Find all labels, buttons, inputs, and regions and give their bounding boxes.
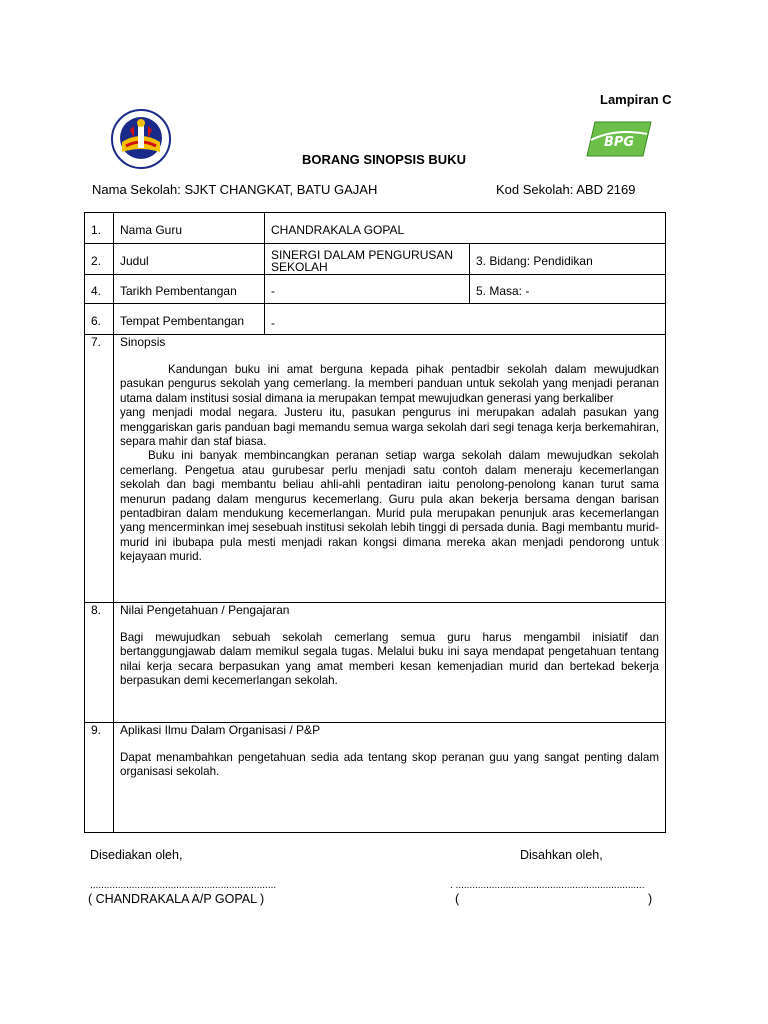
- aplikasi-label: Aplikasi Ilmu Dalam Organisasi / P&P: [120, 723, 321, 737]
- row-nilai: [85, 603, 666, 723]
- row-label: Tempat Pembentangan: [114, 304, 265, 335]
- aplikasi-text: Dapat menambahkan pengetahuan sedia ada tentang skop peranan guu yang sangat penting dalam organisasi sekolah.: [120, 751, 659, 779]
- row-label: Tarikh Pembentangan: [114, 275, 265, 304]
- approver-bracket-open: (: [455, 892, 460, 906]
- row-label: Judul: [114, 244, 265, 275]
- row-number: 1.: [85, 213, 114, 244]
- signature-line-right: . ....................................................................: [450, 880, 645, 891]
- row-number: 2.: [85, 244, 114, 275]
- nilai-text: Bagi mewujudkan sebuah sekolah cemerlang semua guru harus mengambil inisiatif dan bertanggungjawab dalam memikul segala tugas. Melalui buku ini saya mendapat pengetahuan tentang nilai kerja secara berpasukan yang amat memberi kesan kemenjadian murid dan bertekad bekerja berpasukan demi kecemerlangan sekolah.: [120, 631, 659, 688]
- form-title: BORANG SINOPSIS BUKU: [302, 152, 466, 167]
- row-judul: [85, 244, 666, 275]
- row-number: 6.: [85, 304, 114, 335]
- sinopsis-paragraph-1: Kandungan buku ini amat berguna kepada pihak pentadbir sekolah dalam mewujudkan pasukan pengurus sekolah yang cemerlang. Ia memberi panduan untuk sekolah yang menjadi peranan utama dalam institusi sosial dimana ia merupakan tempat mewujudkan generasi yang berkaliber: [120, 363, 659, 405]
- aplikasi-cell: [114, 723, 666, 833]
- sinopsis-paragraph-3: Buku ini banyak membincangkan peranan setiap warga sekolah dalam mewujudkan sekolah cemerlang. Pengetua atau gurubesar perlu menjadi satu contoh dalam meneraju kecemerlangan sekolah dan bagi membantu beliau ahli-ahli pentadiran iaitu penolong-penolong kanan turut sama menurun padang dalam mengurus kecemerlang. Guru pula akan bekerja bersama dengan barisan pentadbiran dalam mendukung kecemerlangan. Murid pula merupakan penunjuk aras kecemerlangan yang mencerminkan imej sesebuah institusi sekolah lebih tinggi di persada dunia. Bagi membantu murid-murid ini ibubapa pula mesti menjadi rakan kongsi dimana mereka akan menjadi pendorong untuk kejayaan murid.: [120, 449, 659, 564]
- sinopsis-paragraph-2: yang menjadi modal negara. Justeru itu, pasukan pengurus ini merupakan adalah pasukan yang menggariskan garis panduan bagi memandu semua warga sekolah dari segi tenaga kerja berkemahiran, separa mahir dan staf biasa.: [120, 406, 659, 449]
- nilai-cell: [114, 603, 666, 723]
- sinopsis-label: Sinopsis: [120, 335, 166, 349]
- approver-bracket-close: ): [648, 892, 653, 906]
- row-number: 9.: [85, 723, 114, 833]
- preparer-name: ( CHANDRAKALA A/P GOPAL ): [88, 892, 265, 906]
- lampiran-label: Lampiran C: [600, 92, 672, 107]
- masa-value: 5. Masa: -: [470, 275, 666, 304]
- nilai-label: Nilai Pengetahuan / Pengajaran: [120, 603, 290, 617]
- row-number: 4.: [85, 275, 114, 304]
- row-label: Nama Guru: [114, 213, 265, 244]
- row-number: 8.: [85, 603, 114, 723]
- row-tempat: [85, 304, 666, 335]
- date-value: -: [265, 275, 470, 304]
- prepared-by-label: Disediakan oleh,: [90, 848, 183, 862]
- bidang-value: 3. Bidang: Pendidikan: [470, 244, 666, 275]
- book-title-value: [265, 244, 470, 275]
- row-nama-guru: [85, 213, 666, 244]
- row-tarikh: [85, 275, 666, 304]
- school-code: Kod Sekolah: ABD 2169: [496, 182, 636, 197]
- place-value: -: [265, 304, 666, 335]
- synopsis-form-table: [84, 212, 666, 833]
- signature-line-left: ...................................................................: [90, 880, 277, 891]
- sinopsis-cell: [114, 335, 666, 603]
- bpg-logo-text: BPG: [603, 135, 635, 150]
- book-title-line2: SEKOLAH: [271, 260, 328, 274]
- row-aplikasi: [85, 723, 666, 833]
- row-sinopsis: [85, 335, 666, 603]
- school-name: Nama Sekolah: SJKT CHANGKAT, BATU GAJAH: [92, 182, 378, 197]
- approved-by-label: Disahkan oleh,: [520, 848, 603, 862]
- teacher-name-value: CHANDRAKALA GOPAL: [265, 213, 666, 244]
- book-title-line1: SINERGI DALAM PENGURUSAN: [271, 248, 454, 262]
- row-number: 7.: [85, 335, 114, 603]
